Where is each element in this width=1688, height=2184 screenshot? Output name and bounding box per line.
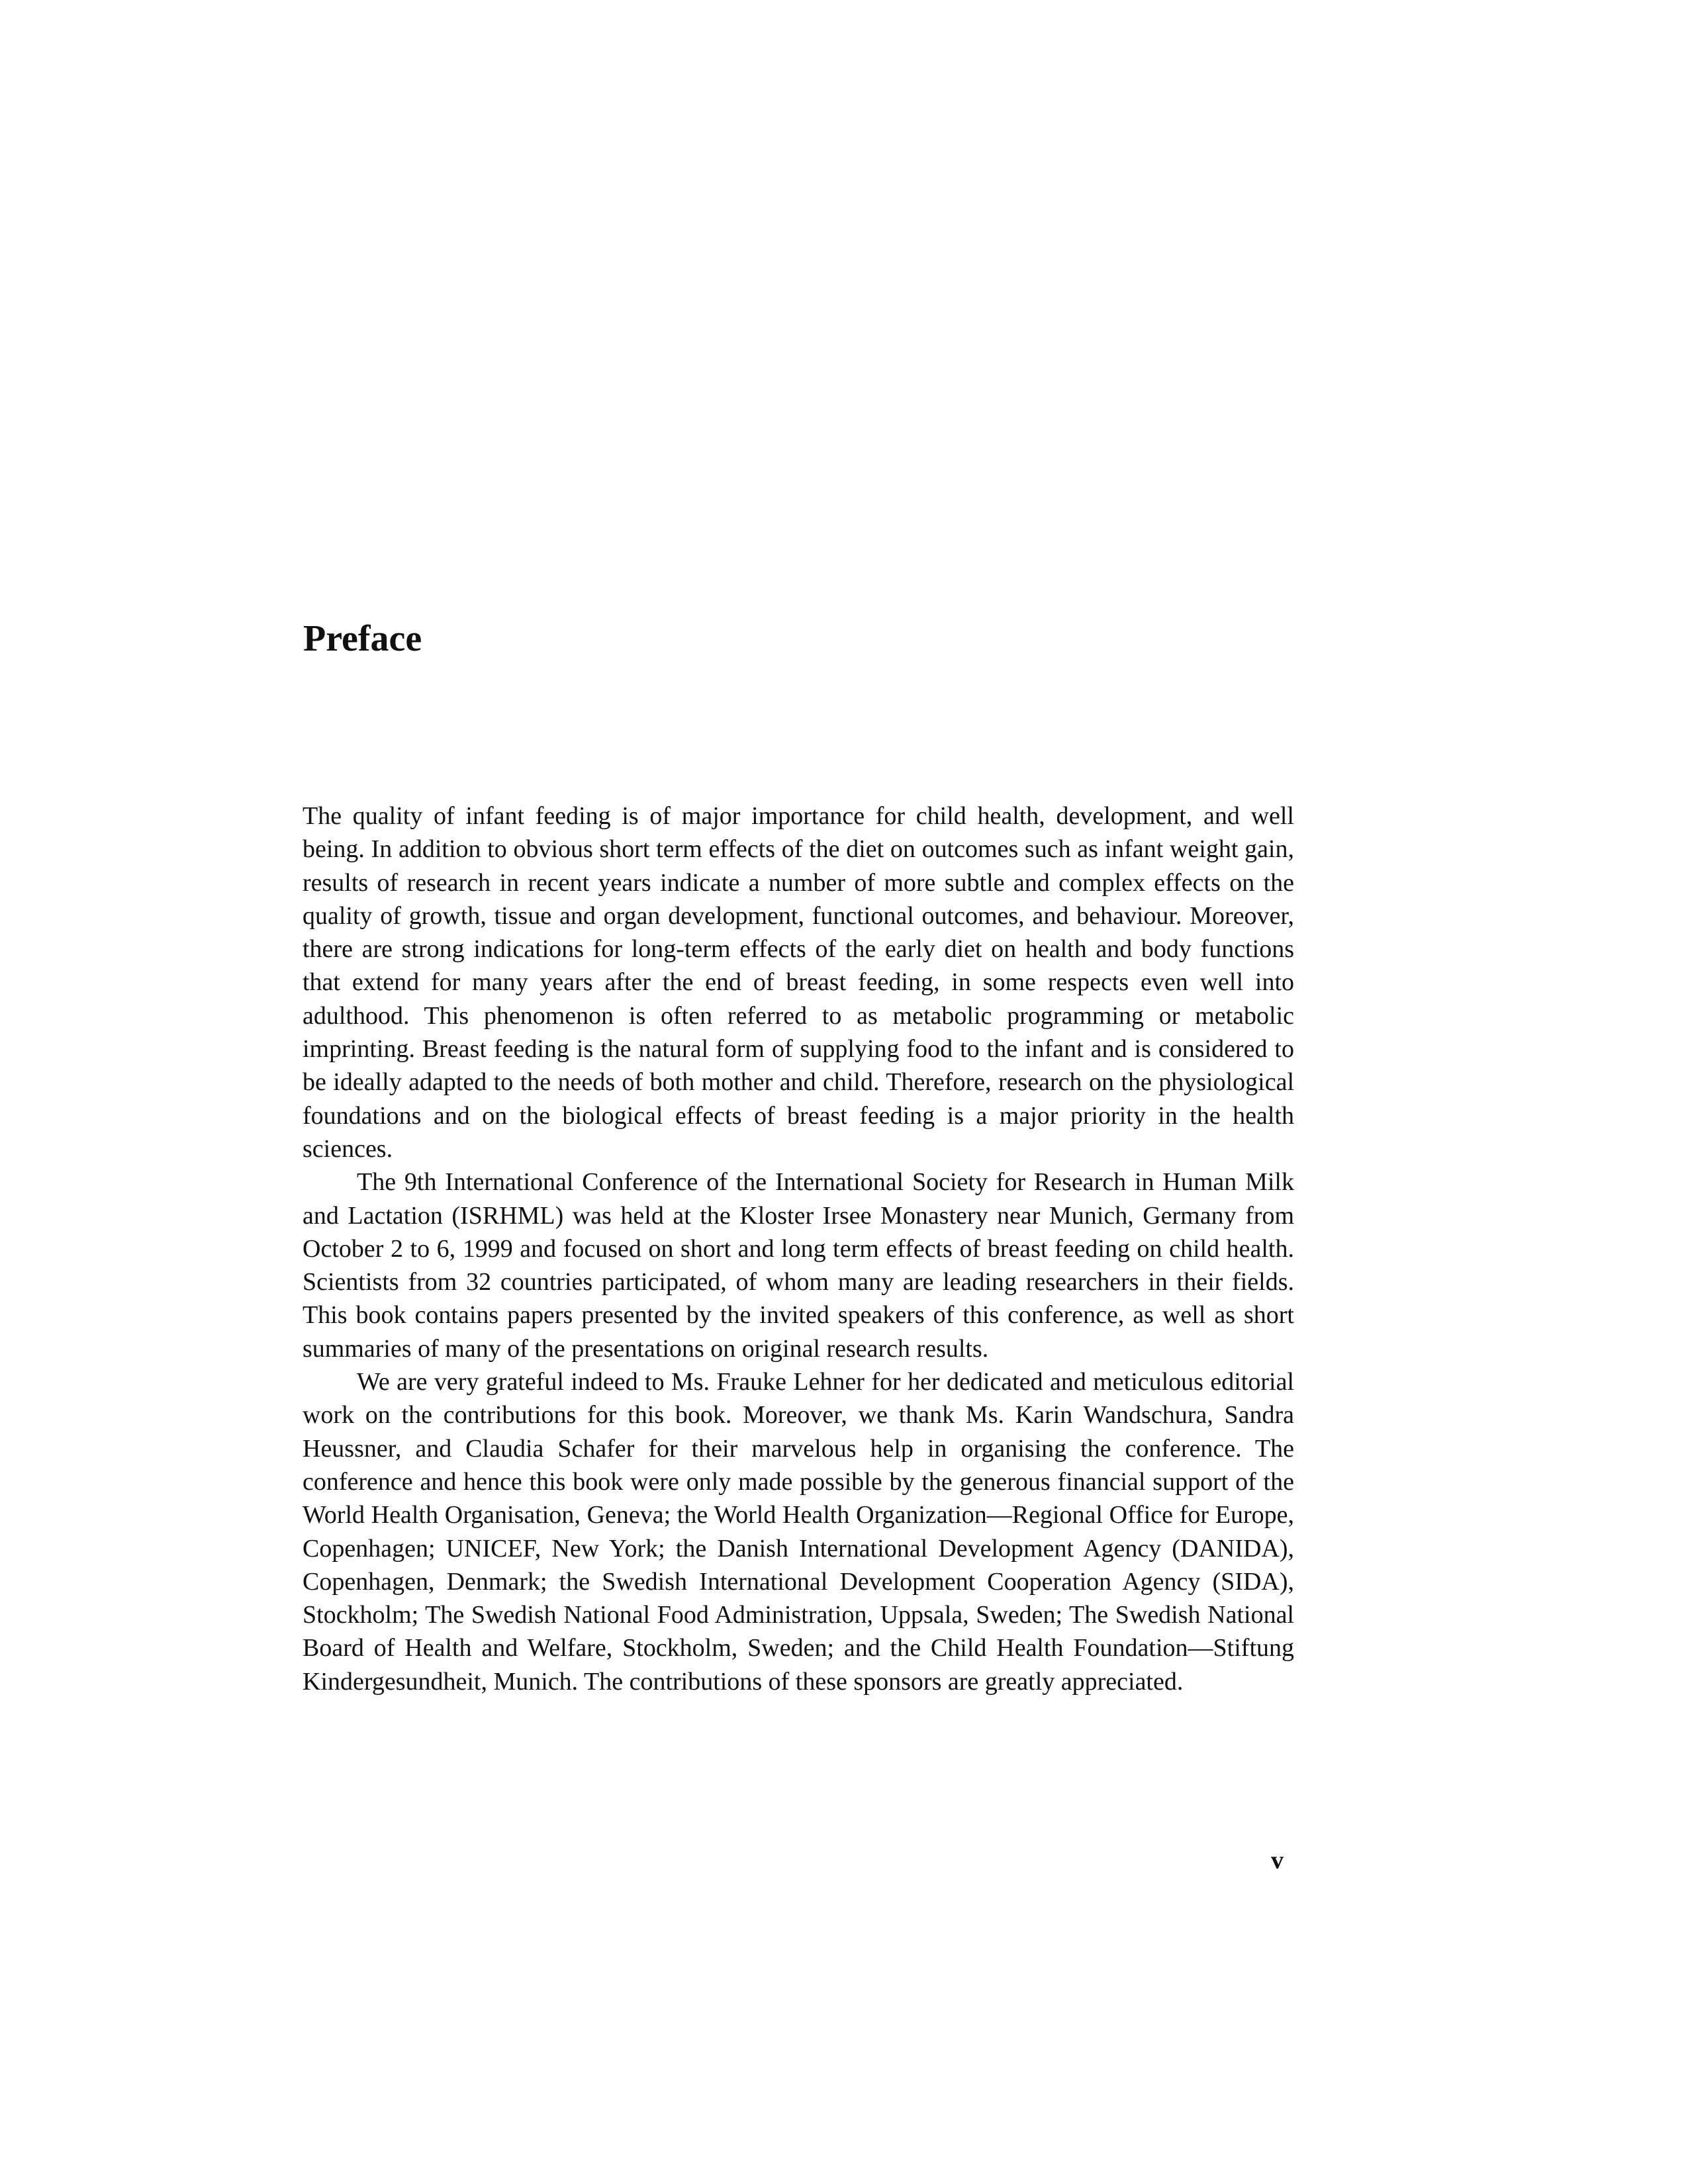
preface-body	[303, 799, 1294, 1698]
paragraph-1: The quality of infant feeding is of major importance for child health, development, and well being. In addition to obvious short term effects of the diet on outcomes such as infant weight gain, results of research in recent years indicate a number of more subtle and complex effects on the quality of growth, tissue and organ development, functional outcomes, and behaviour. Moreover, there are strong indications for long-term effects of the early diet on health and body functions that extend for many years after the end of breast feeding, in some respects even well into adulthood. This phenomenon is often referred to as metabolic programming or metabolic imprinting. Breast feeding is the natural form of supplying food to the infant and is considered to be ideally adapted to the needs of both mother and child. Therefore, research on the physiological foundations and on the biological effects of breast feeding is a major priority in the health sciences.	[303, 802, 1294, 1163]
page-number: v	[1271, 1846, 1284, 1874]
paragraph-3: We are very grateful indeed to Ms. Frauke Lehner for her dedicated and meticulous editorial work on the contributions for this book. Moreover, we thank Ms. Karin Wandschura, Sandra Heussner, and Claudia Schafer for their marvelous help in organising the conference. The conference and hence this book were only made possible by the generous financial support of the World Health Organisation, Geneva; the World Health Organization—Regional Office for Europe, Copenhagen; UNICEF, New York; the Danish International Development Agency (DANIDA), Copenhagen, Denmark; the Swedish International Development Cooperation Agency (SIDA), Stockholm; The Swedish National Food Administration, Uppsala, Sweden; The Swedish National Board of Health and Welfare, Stockholm, Sweden; and the Child Health Foundation—Stiftung Kindergesundheit, Munich. The contributions of these sponsors are greatly appreciated.	[303, 1368, 1294, 1696]
paragraph-2: The 9th International Conference of the International Society for Research in Human Milk and Lactation (ISRHML) was held at the Kloster Irsee Monastery near Munich, Germany from October 2 to 6, 1999 and focused on short and long term effects of breast feeding on child health. Scientists from 32 countries participated, of whom many are leading researchers in their fields. This book contains papers presented by the invited speakers of this conference, as well as short summaries of many of the presentations on original research results.	[303, 1168, 1294, 1363]
page-title: Preface	[303, 618, 422, 659]
